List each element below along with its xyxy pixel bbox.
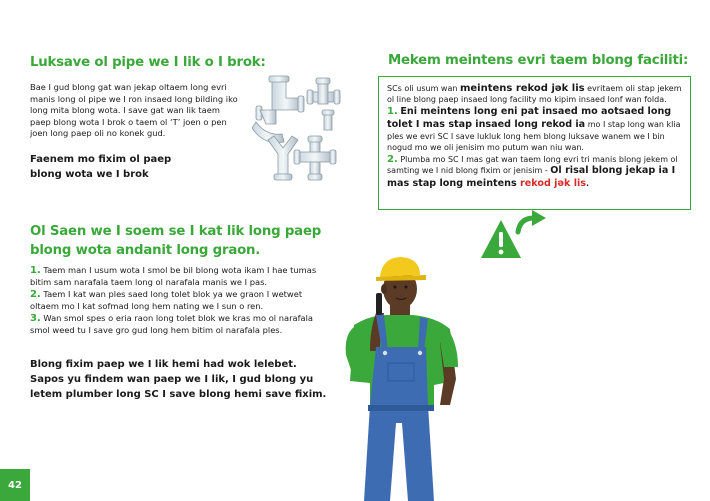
maintenance-item-2: 2. Plumba mo SC I mas gat wan taem long evri tri manis blong jekem ol samting we I nid blong fixim or jenisim - Ol risal blong jekap ia I mas stap long meintens rekod jǝk lis. [387,154,678,189]
signs-list [30,265,325,337]
right-section-title: Mekem meintens evri taem blong faciliti: [388,53,689,68]
curved-arrow-icon [514,208,548,236]
pipe-fittings-illustration [252,74,344,186]
middle-closing-text: Blong fixim paep we I lik hemi had wok lelebet. Sapos yu findem wan paep we I lik, I gud blong yu letem plumber long SC I save blong hemi save fixim. [30,359,327,400]
middle-title-line1: Ol Saen we I soem se I kat lik long paep [30,224,322,239]
left-intro-text: Bae I gud blong gat wan jekap oltaem long evri manis long ol pipe we I ron insaed long bilding iko long mita blong wota. I save gat wan lik taem paep blong wota I brok o taem ol ‘T’ joen o pen joen long paep oli no konek gud. [30,82,238,139]
middle-title-line2: blong wota andanit long graon. [30,243,261,258]
left-bold-line1: Faenem mo fixim ol paep [30,154,172,165]
left-bold-block [30,153,250,182]
list-item: 2. Taem I kat wan ples saed long tolet blok ya we graon I wetwet oltaem mo I kat sofmad long hem nating we I sun o ren. [30,289,303,311]
maintenance-intro: SCs oli usum wan meintens rekod jǝk lis evritaem oli stap jekem ol line blong paep insaed long facility mo kipim insaed lonf wan folda. [387,83,682,104]
middle-section-title [30,222,330,260]
list-item: 3. Wan smol spes o eria raon long tolet blok we kras mo ol narafala smol weed tu I save gro gud long hem bitim ol narafala ples. [30,313,313,335]
maintenance-box [378,76,691,210]
page-number: 42 [0,469,30,501]
list-item: 1. Taem man I usum wota I smol be bil blong wota ikam I hae tumas bitim sam narafala taem long ol narafala manis we I pas. [30,265,317,287]
plumber-illustration [340,255,470,501]
left-section-title: Luksave ol pipe we I lik o I brok: [30,55,266,70]
maintenance-item-1: 1. Eni meintens long eni pat insaed mo aotsaed long tolet I mas stap insaed long rekod ia mo I stap long wan klia ples we evri SC I save lukluk long hem blong luksave wanem we I bin nogud mo we oli jenisim mo putum wan niu wan. [387,106,681,152]
left-bold-line2: blong wota we I brok [30,168,149,180]
